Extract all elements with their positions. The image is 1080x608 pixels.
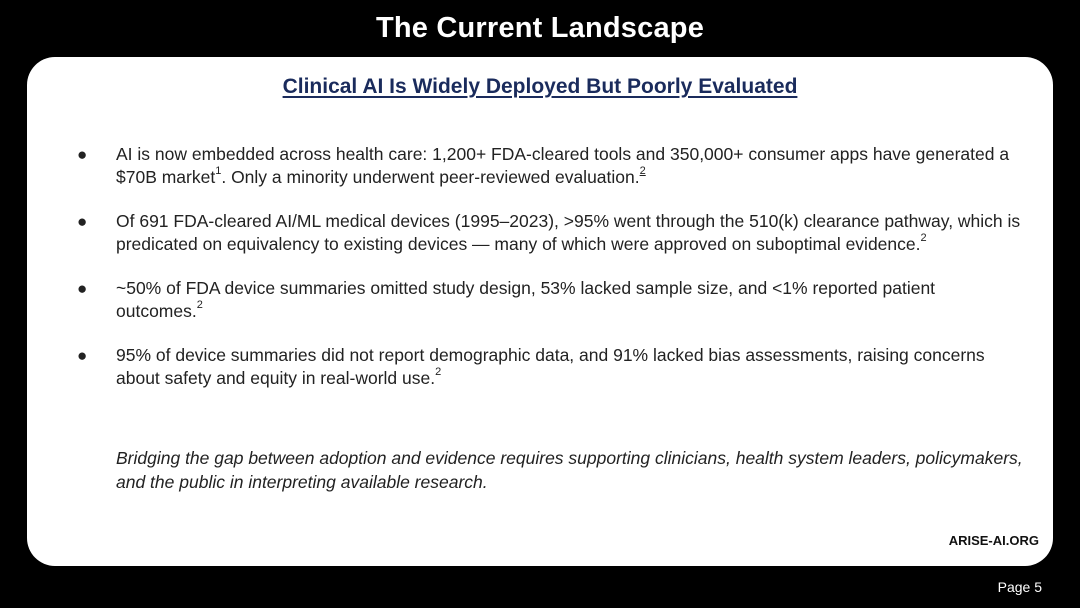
bullet-text: AI is now embedded across health care: 1,200+ FDA-cleared tools and 350,000+ consumer apps have generated a $70B market: [116, 144, 1010, 187]
reference-marker[interactable]: 2: [435, 366, 442, 379]
bullet-item-1: [27, 143, 1053, 189]
bullet-text: Of 691 FDA-cleared AI/ML medical devices (1995–2023), >95% went through the 510(k) clearance pathway, which is predicated on equivalency to existing devices — many of which were approved on suboptimal evidence.: [116, 211, 1021, 254]
bullet-dot-icon: ●: [77, 212, 88, 231]
bullet-dot-icon: ●: [77, 346, 88, 365]
reference-marker[interactable]: 1: [215, 165, 222, 178]
card-heading: Clinical AI Is Widely Deployed But Poorly Evaluated: [282, 75, 798, 98]
bullet-item-2: [27, 210, 1053, 256]
bullet-item-4: [27, 344, 1053, 390]
bullet-list: [27, 143, 1053, 411]
bullet-text: 95% of device summaries did not report demographic data, and 91% lacked bias assessments, raising concerns about safety and equity in real-world use.: [116, 345, 985, 388]
bullet-text: . Only a minority underwent peer-reviewed evaluation.: [221, 167, 640, 187]
reference-link[interactable]: 2: [639, 165, 646, 178]
page-number: Page 5: [997, 579, 1042, 595]
bullet-dot-icon: ●: [77, 145, 88, 164]
bullet-dot-icon: ●: [77, 279, 88, 298]
bullet-text: ~50% of FDA device summaries omitted study design, 53% lacked sample size, and <1% reported patient outcomes.: [116, 278, 936, 321]
bullet-item-3: [27, 277, 1053, 323]
content-card: [27, 57, 1053, 566]
slide-title: The Current Landscape: [375, 12, 705, 44]
reference-marker[interactable]: 2: [920, 232, 927, 245]
closing-statement: Bridging the gap between adoption and evidence requires supporting clinicians, health system leaders, policymakers, and the public in interpreting available research.: [116, 448, 1023, 492]
organization-label: ARISE-AI.ORG: [948, 533, 1039, 548]
reference-marker[interactable]: 2: [196, 299, 203, 312]
